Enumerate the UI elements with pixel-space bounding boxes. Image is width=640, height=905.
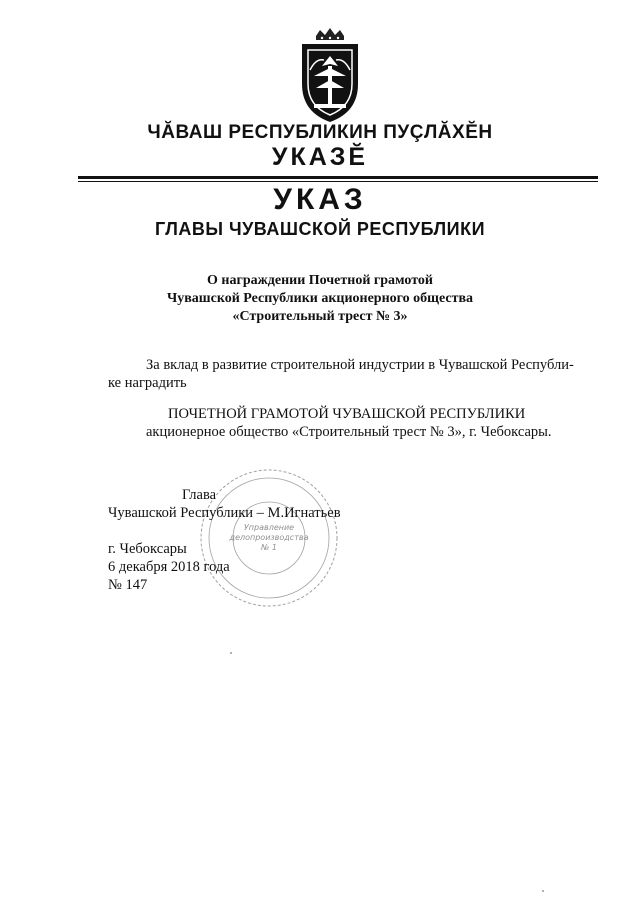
- signature-position: Глава: [182, 487, 217, 503]
- header-divider-thin: [78, 181, 598, 182]
- scan-speck: [230, 652, 232, 654]
- chuvash-ukaze-title: УКАЗĔ: [271, 143, 369, 171]
- award-recipient-line: акционерное общество «Строительный трест № 3», г. Чебоксары.: [146, 424, 552, 440]
- official-stamp-icon: [198, 467, 340, 609]
- glavy-subtitle: ГЛАВЫ ЧУВАШСКОЙ РЕСПУБЛИКИ: [154, 219, 486, 239]
- ukaz-title: УКАЗ: [273, 183, 367, 216]
- chuvash-header-line: ЧĂВАШ РЕСПУБЛИКИН ПУÇЛĂХĔН: [147, 122, 493, 143]
- document-title-line: «Строительный трест № 3»: [232, 309, 408, 324]
- scan-speck: [542, 890, 544, 892]
- header-divider-thick: [78, 176, 598, 179]
- document-title-line: О награждении Почетной грамотой: [207, 273, 433, 288]
- stamp-inner-line: Управление: [243, 523, 295, 532]
- award-line: ПОЧЕТНОЙ ГРАМОТОЙ ЧУВАШСКОЙ РЕСПУБЛИКИ: [168, 406, 526, 422]
- issue-city: г. Чебоксары: [108, 541, 187, 557]
- chuvash-republic-emblem-icon: [292, 26, 368, 126]
- document-title-line: Чувашской Республики акционерного общества: [166, 291, 474, 306]
- document-title: [0, 272, 640, 326]
- issue-date: 6 декабря 2018 года: [108, 559, 230, 575]
- body-paragraph-line: За вклад в развитие строительной индустрии в Чувашской Республи-: [146, 357, 574, 373]
- body-paragraph-line: ке наградить: [108, 375, 187, 391]
- stamp-inner-line: делопроизводства: [229, 533, 309, 542]
- document-number: № 147: [108, 577, 148, 593]
- stamp-inner-line: № 1: [261, 543, 277, 552]
- signature-name: Чувашской Республики – М.Игнатьев: [108, 505, 341, 521]
